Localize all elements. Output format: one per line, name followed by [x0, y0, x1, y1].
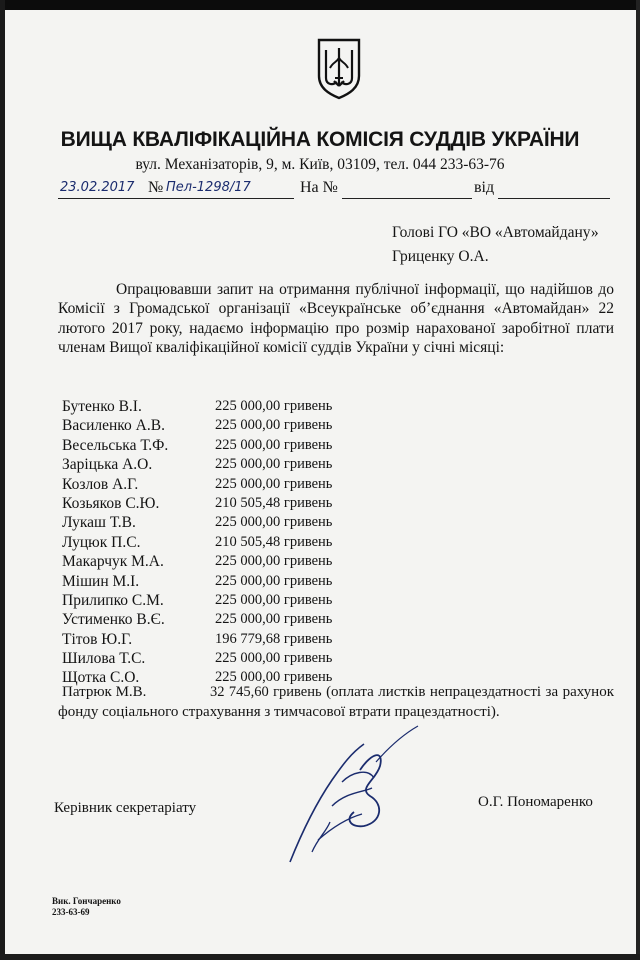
salary-amount: 225 000,00 гривень [215, 514, 333, 531]
salary-row [62, 631, 622, 650]
executor-name: Вик. Гончаренко [52, 896, 121, 906]
salary-row [62, 398, 622, 417]
salary-member-name: Василенко А.В. [62, 417, 165, 435]
salary-amount: 225 000,00 гривень [215, 436, 333, 453]
salary-member-name: Щотка С.О. [62, 669, 140, 687]
salary-row [62, 514, 622, 533]
photo-edge-top [0, 0, 640, 10]
outgoing-underline [58, 198, 294, 199]
addressee-line-1: Голові ГО «ВО «Автомайдану» [392, 224, 599, 241]
salary-member-name: Мішин М.І. [62, 572, 140, 590]
salary-member-name: Макарчук М.А. [62, 553, 164, 571]
patruk-note: (оплата листків непрацездатності за рахунок фонду соціального страхування з тимчасової втрати працездатності). [58, 684, 614, 720]
patruk-amount: 32 745,60 гривень [210, 684, 322, 700]
number-sign-label: № [148, 179, 164, 196]
executor-phone: 233-63-69 [52, 907, 90, 917]
salary-amount: 196 779,68 гривень [215, 630, 333, 647]
salary-member-name: Прилипко С.М. [62, 591, 164, 609]
signatory-name: О.Г. Пономаренко [478, 794, 593, 810]
salary-row [62, 437, 622, 456]
salary-list [62, 398, 622, 689]
salary-row [62, 611, 622, 630]
salary-amount: 210 505,48 гривень [215, 494, 333, 511]
salary-row [62, 573, 622, 592]
salary-member-name: Тітов Ю.Г. [62, 630, 133, 648]
organization-address: вул. Механізаторів, 9, м. Київ, 03109, тел. 044 233-63-76 [135, 156, 505, 173]
coat-of-arms-icon [317, 38, 361, 100]
in-reply-label: На № [300, 179, 338, 196]
photo-edge-bottom [0, 954, 640, 960]
salary-amount: 225 000,00 гривень [215, 611, 333, 628]
patruk-name: Патрюк М.В. [62, 684, 147, 700]
salary-member-name: Весельська Т.Ф. [62, 436, 169, 454]
from-blank [498, 198, 610, 199]
salary-member-name: Козьяков С.Ю. [62, 494, 160, 512]
salary-member-name: Луцюк П.С. [62, 533, 141, 551]
salary-row [62, 417, 622, 436]
addressee-line-2: Гриценку О.А. [392, 248, 489, 265]
salary-amount: 210 505,48 гривень [215, 533, 333, 550]
salary-row [62, 553, 622, 572]
patruk-entry [58, 683, 614, 722]
handwritten-signature [272, 722, 422, 872]
salary-amount: 225 000,00 гривень [215, 553, 333, 570]
signatory-position: Керівник секретаріату [54, 800, 197, 816]
body-paragraph: Опрацювавши запит на отримання публічної інформації, що надійшов до Комісії з Громадської організації «Всеукраїнське об’єднання «Автомайдан» 22 лютого 2017 року, надаємо інформацію про розмір нарахованої заробітної плати членам Вищої кваліфікаційної комісії суддів України у січні місяці: [58, 281, 614, 356]
salary-amount: 225 000,00 гривень [215, 572, 333, 589]
salary-row [62, 534, 622, 553]
salary-amount: 225 000,00 гривень [215, 417, 333, 434]
salary-row [62, 495, 622, 514]
salary-amount: 225 000,00 гривень [215, 669, 333, 686]
salary-row [62, 456, 622, 475]
outgoing-number: Пел-1298/17 [166, 180, 251, 195]
executor-block [52, 896, 121, 918]
salary-amount: 225 000,00 гривень [215, 591, 333, 608]
salary-member-name: Шилова Т.С. [62, 650, 146, 668]
from-label: від [474, 179, 495, 196]
salary-member-name: Устименко В.Є. [62, 611, 165, 629]
salary-row [62, 650, 622, 669]
in-reply-blank [342, 198, 472, 199]
salary-amount: 225 000,00 гривень [215, 475, 333, 492]
salary-member-name: Лукаш Т.В. [62, 514, 136, 532]
salary-amount: 225 000,00 гривень [215, 398, 333, 414]
salary-member-name: Заріцька А.О. [62, 456, 153, 474]
outgoing-date: 23.02.2017 [60, 180, 135, 195]
salary-row [62, 592, 622, 611]
organization-title: ВИЩА КВАЛІФІКАЦІЙНА КОМІСІЯ СУДДІВ УКРАЇНИ [60, 128, 580, 151]
letter-body [58, 280, 614, 357]
addressee-block [392, 221, 599, 269]
salary-member-name: Козлов А.Г. [62, 475, 139, 493]
outgoing-reference-line [58, 179, 618, 201]
salary-amount: 225 000,00 гривень [215, 650, 333, 667]
salary-member-name: Бутенко В.І. [62, 398, 142, 415]
salary-amount: 225 000,00 гривень [215, 456, 333, 473]
salary-row [62, 476, 622, 495]
